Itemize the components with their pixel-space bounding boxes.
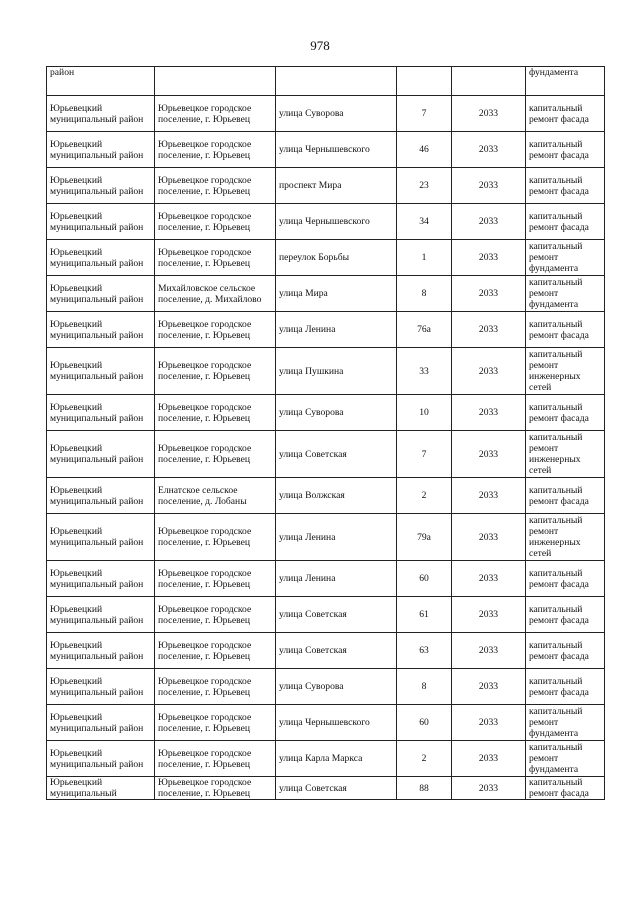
cell-street: [276, 67, 397, 96]
cell-settlement: Юрьевецкое городское поселение, г. Юрьевец: [155, 348, 276, 395]
cell-settlement: Юрьевецкое городское поселение, г. Юрьевец: [155, 669, 276, 705]
cell-year: 2033: [452, 777, 526, 800]
table-row: [47, 395, 605, 431]
cell-street: улица Советская: [276, 633, 397, 669]
cell-street: улица Карла Маркса: [276, 741, 397, 777]
table-row: [47, 633, 605, 669]
cell-year: 2033: [452, 741, 526, 777]
cell-work-type: капитальный ремонт фундамента: [526, 705, 605, 741]
cell-district: Юрьевецкий муниципальный район: [47, 669, 155, 705]
cell-house: 2: [397, 741, 452, 777]
cell-settlement: Юрьевецкое городское поселение, г. Юрьевец: [155, 96, 276, 132]
cell-street: улица Ленина: [276, 561, 397, 597]
cell-house: 8: [397, 276, 452, 312]
cell-house: 34: [397, 204, 452, 240]
cell-settlement: Юрьевецкое городское поселение, г. Юрьевец: [155, 132, 276, 168]
cell-work-type: капитальный ремонт фасада: [526, 96, 605, 132]
cell-settlement: Юрьевецкое городское поселение, г. Юрьевец: [155, 561, 276, 597]
cell-district: Юрьевецкий муниципальный район: [47, 96, 155, 132]
cell-street: улица Суворова: [276, 96, 397, 132]
cell-street: улица Суворова: [276, 669, 397, 705]
cell-district: Юрьевецкий муниципальный район: [47, 276, 155, 312]
cell-work-type: капитальный ремонт фундамента: [526, 276, 605, 312]
cell-settlement: Юрьевецкое городское поселение, г. Юрьевец: [155, 312, 276, 348]
cell-year: 2033: [452, 633, 526, 669]
cell-house: 7: [397, 96, 452, 132]
table-row: [47, 132, 605, 168]
cell-street: улица Чернышевского: [276, 705, 397, 741]
cell-district: Юрьевецкий муниципальный: [47, 777, 155, 800]
table-row: [47, 669, 605, 705]
cell-street: улица Суворова: [276, 395, 397, 431]
cell-work-type: капитальный ремонт фасада: [526, 312, 605, 348]
cell-house: 79а: [397, 514, 452, 561]
cell-settlement: Юрьевецкое городское поселение, г. Юрьевец: [155, 705, 276, 741]
cell-house: 63: [397, 633, 452, 669]
cell-year: 2033: [452, 669, 526, 705]
cell-district: Юрьевецкий муниципальный район: [47, 633, 155, 669]
cell-street: улица Мира: [276, 276, 397, 312]
cell-street: улица Советская: [276, 431, 397, 478]
table-row: [47, 741, 605, 777]
cell-work-type: капитальный ремонт фасада: [526, 168, 605, 204]
cell-street: улица Пушкина: [276, 348, 397, 395]
cell-settlement: Юрьевецкое городское поселение, г. Юрьевец: [155, 741, 276, 777]
table-row: [47, 168, 605, 204]
cell-work-type: капитальный ремонт фасада: [526, 478, 605, 514]
cell-street: улица Чернышевского: [276, 204, 397, 240]
cell-work-type: капитальный ремонт фундамента: [526, 741, 605, 777]
cell-district: Юрьевецкий муниципальный район: [47, 168, 155, 204]
cell-work-type: капитальный ремонт инженерных сетей: [526, 514, 605, 561]
cell-district: Юрьевецкий муниципальный район: [47, 597, 155, 633]
cell-street: улица Советская: [276, 597, 397, 633]
cell-street: улица Волжская: [276, 478, 397, 514]
cell-district: Юрьевецкий муниципальный район: [47, 348, 155, 395]
cell-district: район: [47, 67, 155, 96]
cell-work-type: капитальный ремонт инженерных сетей: [526, 431, 605, 478]
table-row: [47, 561, 605, 597]
cell-street: улица Советская: [276, 777, 397, 800]
cell-year: 2033: [452, 395, 526, 431]
cell-settlement: Юрьевецкое городское поселение, г. Юрьевец: [155, 240, 276, 276]
table-row: [47, 514, 605, 561]
cell-work-type: капитальный ремонт фасада: [526, 597, 605, 633]
cell-house: 60: [397, 561, 452, 597]
cell-year: 2033: [452, 514, 526, 561]
cell-year: 2033: [452, 204, 526, 240]
cell-house: [397, 67, 452, 96]
cell-house: 8: [397, 669, 452, 705]
cell-year: 2033: [452, 312, 526, 348]
cell-year: 2033: [452, 705, 526, 741]
cell-work-type: капитальный ремонт фасада: [526, 395, 605, 431]
table-row: [47, 348, 605, 395]
table-row: [47, 431, 605, 478]
cell-district: Юрьевецкий муниципальный район: [47, 240, 155, 276]
cell-district: Юрьевецкий муниципальный район: [47, 431, 155, 478]
cell-street: переулок Борьбы: [276, 240, 397, 276]
cell-work-type: капитальный ремонт фасада: [526, 561, 605, 597]
table-row: [47, 597, 605, 633]
table-row-continued: [47, 67, 605, 96]
cell-settlement: Юрьевецкое городское поселение, г. Юрьевец: [155, 514, 276, 561]
cell-settlement: Юрьевецкое городское поселение, г. Юрьевец: [155, 431, 276, 478]
cell-street: улица Ленина: [276, 514, 397, 561]
table-row: [47, 96, 605, 132]
cell-district: Юрьевецкий муниципальный район: [47, 204, 155, 240]
cell-year: 2033: [452, 168, 526, 204]
cell-settlement: [155, 67, 276, 96]
cell-house: 76а: [397, 312, 452, 348]
cell-year: 2033: [452, 597, 526, 633]
cell-year: 2033: [452, 561, 526, 597]
cell-street: улица Чернышевского: [276, 132, 397, 168]
cell-year: 2033: [452, 431, 526, 478]
cell-settlement: Юрьевецкое городское поселение, г. Юрьевец: [155, 395, 276, 431]
cell-work-type: капитальный ремонт фасада: [526, 777, 605, 800]
cell-house: 88: [397, 777, 452, 800]
cell-settlement: Юрьевецкое городское поселение, г. Юрьевец: [155, 597, 276, 633]
table-body: [47, 67, 605, 800]
cell-work-type: капитальный ремонт фасада: [526, 669, 605, 705]
table-row-continues: [47, 777, 605, 800]
cell-work-type: капитальный ремонт фасада: [526, 132, 605, 168]
cell-work-type: капитальный ремонт фундамента: [526, 240, 605, 276]
cell-year: 2033: [452, 276, 526, 312]
cell-house: 7: [397, 431, 452, 478]
cell-house: 2: [397, 478, 452, 514]
cell-district: Юрьевецкий муниципальный район: [47, 132, 155, 168]
table-row: [47, 478, 605, 514]
cell-house: 33: [397, 348, 452, 395]
cell-settlement: Юрьевецкое городское поселение, г. Юрьевец: [155, 204, 276, 240]
cell-district: Юрьевецкий муниципальный район: [47, 395, 155, 431]
cell-street: проспект Мира: [276, 168, 397, 204]
cell-house: 60: [397, 705, 452, 741]
cell-settlement: Юрьевецкое городское поселение, г. Юрьевец: [155, 168, 276, 204]
cell-year: 2033: [452, 478, 526, 514]
cell-district: Юрьевецкий муниципальный район: [47, 312, 155, 348]
cell-work-type: фундамента: [526, 67, 605, 96]
cell-year: [452, 67, 526, 96]
cell-work-type: капитальный ремонт инженерных сетей: [526, 348, 605, 395]
cell-year: 2033: [452, 240, 526, 276]
cell-year: 2033: [452, 348, 526, 395]
cell-district: Юрьевецкий муниципальный район: [47, 705, 155, 741]
cell-settlement: Юрьевецкое городское поселение, г. Юрьевец: [155, 633, 276, 669]
cell-settlement: Елнатское сельское поселение, д. Лобаны: [155, 478, 276, 514]
table-row: [47, 705, 605, 741]
page-number: 978: [310, 38, 330, 53]
table-row: [47, 240, 605, 276]
cell-settlement: Юрьевецкое городское поселение, г. Юрьевец: [155, 777, 276, 800]
cell-work-type: капитальный ремонт фасада: [526, 204, 605, 240]
cell-year: 2033: [452, 132, 526, 168]
cell-house: 61: [397, 597, 452, 633]
cell-street: улица Ленина: [276, 312, 397, 348]
cell-district: Юрьевецкий муниципальный район: [47, 741, 155, 777]
cell-settlement: Михайловское сельское поселение, д. Михайлово: [155, 276, 276, 312]
table-row: [47, 204, 605, 240]
cell-district: Юрьевецкий муниципальный район: [47, 514, 155, 561]
cell-year: 2033: [452, 96, 526, 132]
cell-house: 1: [397, 240, 452, 276]
cell-work-type: капитальный ремонт фасада: [526, 633, 605, 669]
cell-house: 46: [397, 132, 452, 168]
table-row: [47, 276, 605, 312]
cell-house: 10: [397, 395, 452, 431]
capital-repair-table: [46, 66, 605, 800]
cell-district: Юрьевецкий муниципальный район: [47, 561, 155, 597]
cell-house: 23: [397, 168, 452, 204]
table-row: [47, 312, 605, 348]
cell-district: Юрьевецкий муниципальный район: [47, 478, 155, 514]
